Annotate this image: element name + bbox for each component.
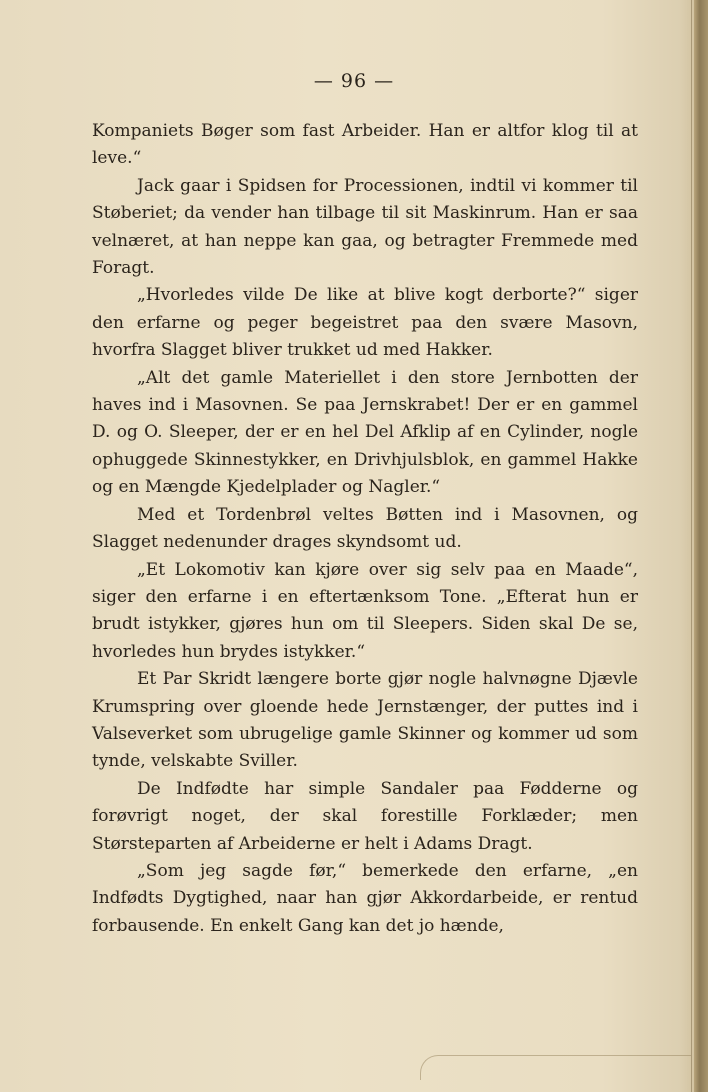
paragraph: Kompaniets Bøger som fast Arbeider. Han er altfor klog til at leve.“ <box>92 121 638 169</box>
page-gutter-line <box>691 0 692 1092</box>
paragraph: Et Par Skridt længere borte gjør nogle halvnøgne Djævle Krumspring over gloende hede Jernstænger, der puttes ind i Valseverket som ubrugelige gamle Skinner og kommer ud som tynde, velskabte Sviller. <box>92 669 638 772</box>
paragraph: „Et Lokomotiv kan kjøre over sig selv paa en Maade“, siger den erfarne i en eftertænksom Tone. „Efterat hun er brudt istykker, gjøres hun om til Sleepers. Siden skal De se, hvorledes hun brydes istykker.“ <box>92 559 638 662</box>
page-curl-mark <box>420 1055 691 1080</box>
paragraph: „Hvorledes vilde De like at blive kogt derborte?“ siger den erfarne og peger begeistret paa den svære Masovn, hvorfra Slagget bliver trukket ud med Hakker. <box>92 285 638 361</box>
paragraph: Jack gaar i Spidsen for Processionen, indtil vi kommer til Støberiet; da vender han tilbage til sit Maskinrum. Han er saa velnæret, at han neppe kan gaa, og betragter Fremmede med Foragt. <box>92 175 638 279</box>
body-text <box>92 118 638 940</box>
paragraph: De Indfødte har simple Sandaler paa Fødderne og forøvrigt noget, der skal forestille Forklæder; men Størsteparten af Arbeiderne er helt i Adams Dragt. <box>92 778 638 854</box>
page-edge <box>694 0 708 1092</box>
page-number: — 96 — <box>313 70 395 92</box>
paragraph: „Som jeg sagde før,“ bemerkede den erfarne, „en Indfødts Dygtighed, naar han gjør Akkordarbeide, er rentud forbausende. En enkelt Gang kan det jo hænde, <box>92 860 638 936</box>
paragraph: Med et Tordenbrøl veltes Bøtten ind i Masovnen, og Slagget nedenunder drages skyndsomt ud. <box>92 504 638 553</box>
paragraph: „Alt det gamle Materiellet i den store Jernbotten der haves ind i Masovnen. Se paa Jernskrabet! Der er en gammel D. og O. Sleeper, der er en hel Del Afklip af en Cylinder, nogle ophuggede Skinnestykker, en Drivhjulsblok, en gammel Hakke og en Mængde Kjedelplader og Nagler.“ <box>92 367 638 498</box>
